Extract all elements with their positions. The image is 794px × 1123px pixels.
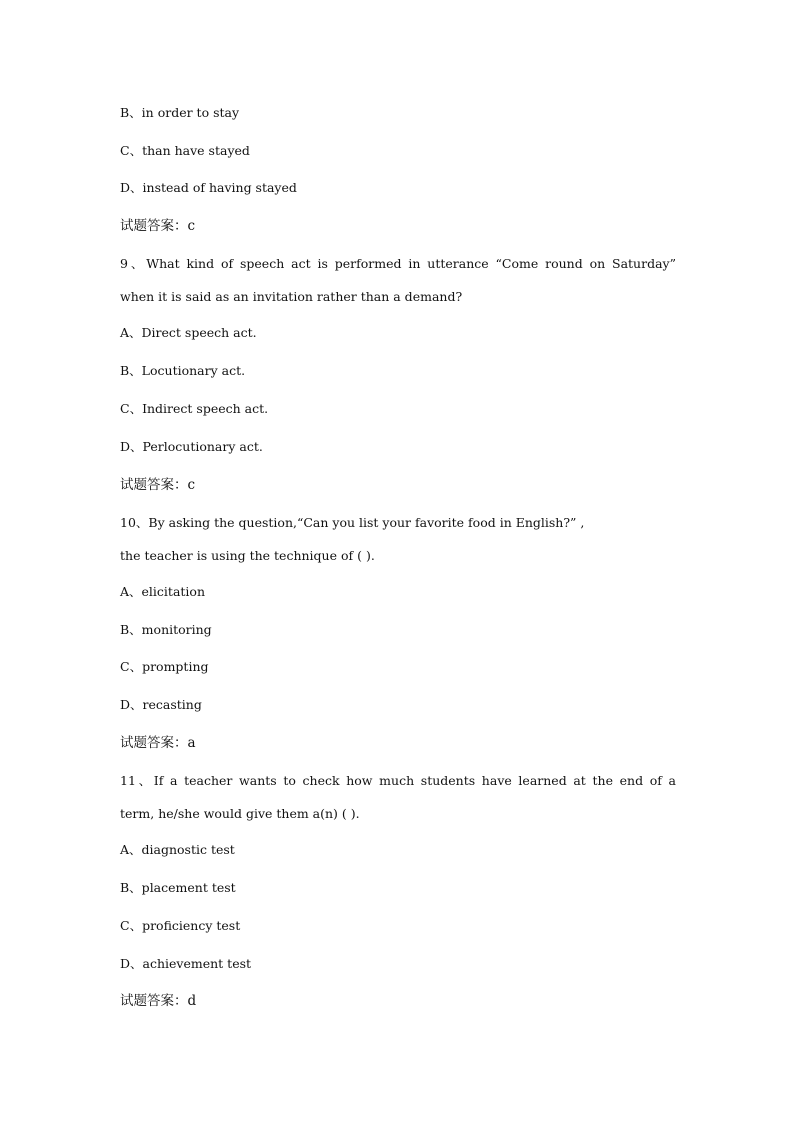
q10-option-b: B、monitoring: [120, 622, 212, 637]
q10-stem-line-2: the teacher is using the technique of ( ).: [120, 548, 375, 563]
q11-option-d: D、achievement test: [120, 956, 252, 971]
q11-answer: 试题答案：d: [120, 993, 197, 1009]
q11-option-b: B、placement test: [120, 880, 236, 895]
q10-option-c: C、prompting: [120, 659, 209, 674]
q10-answer: 试题答案：a: [120, 735, 196, 751]
q9-answer: 试题答案：c: [120, 477, 196, 493]
q11-option-a: A、diagnostic test: [120, 842, 235, 857]
q9-stem-line-1: 9、What kind of speech act is performed in utterance “Come round on Saturday”: [120, 256, 676, 271]
q10-option-d: D、recasting: [120, 697, 202, 712]
q8-option-b: B、in order to stay: [120, 105, 240, 120]
q10-stem-line-1: 10、By asking the question,“Can you list your favorite food in English?” ,: [120, 515, 585, 530]
q10-option-a: A、elicitation: [120, 584, 205, 599]
q9-option-c: C、Indirect speech act.: [120, 401, 269, 416]
q11-stem-line-2: term, he/she would give them a(n) ( ).: [120, 806, 360, 821]
q8-option-c: C、than have stayed: [120, 143, 250, 158]
q11-option-c: C、proficiency test: [120, 918, 241, 933]
q8-option-d: D、instead of having stayed: [120, 180, 297, 195]
q9-stem-line-2: when it is said as an invitation rather than a demand?: [120, 289, 463, 304]
q9-option-b: B、Locutionary act.: [120, 363, 246, 378]
q11-stem-line-1: 11、If a teacher wants to check how much students have learned at the end of a: [120, 773, 676, 788]
q8-answer: 试题答案：c: [120, 218, 196, 234]
q9-option-a: A、Direct speech act.: [120, 325, 257, 340]
q9-option-d: D、Perlocutionary act.: [120, 439, 263, 454]
